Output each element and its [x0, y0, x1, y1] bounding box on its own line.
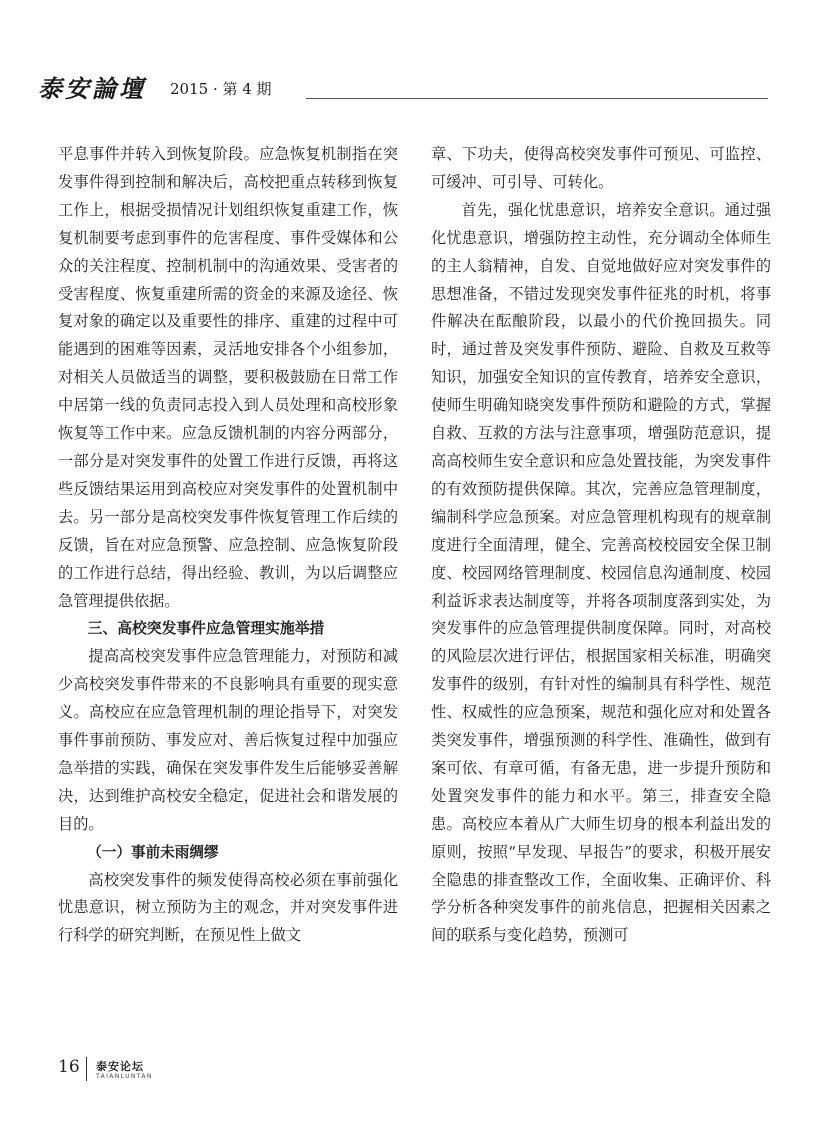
page-number: 16	[58, 1057, 80, 1077]
page-header	[38, 76, 768, 102]
issue-info: 2015 · 第 4 期	[170, 80, 272, 98]
page-footer	[58, 1055, 358, 1085]
paragraph: 章、下功夫，使得高校突发事件可预见、可监控、可缓冲、可引导、可转化。	[431, 145, 771, 191]
paragraph: 提高高校突发事件应急管理能力，对预防和减少高校突发事件带来的不良影响具有重要的现实意义。高校应在应急管理机制的理论指导下，对突发事件事前预防、事发应对、善后恢复过程中加强应急举措的实践，确保在突发事件发生后能够妥善解决，达到维护高校安全稳定，促进社会和谐发展的目的。	[58, 647, 398, 833]
paragraph: 高校突发事件的频发使得高校必须在事前强化忧患意识，树立预防为主的观念，并对突发事件进行科学的研究判断，在预见性上做文	[58, 870, 398, 945]
right-column	[431, 141, 771, 950]
footer-brand-en: TAIANLUNTAN	[96, 1073, 153, 1080]
footer-brand: 泰安论坛	[96, 1060, 144, 1073]
subsection-heading: （一）事前未雨绸缪	[87, 843, 219, 861]
footer-divider	[86, 1057, 87, 1081]
header-rule	[306, 98, 768, 99]
left-column	[58, 141, 398, 950]
journal-logo: 泰安論壇	[38, 74, 146, 103]
paragraph: 平息事件并转入到恢复阶段。应急恢复机制指在突发事件得到控制和解决后，高校把重点转移到恢复工作上，根据受损情况计划组织恢复重建工作，恢复机制要考虑到事件的危害程度、事件受媒体和公众的关注程度、控制机制中的沟通效果、受害者的受害程度、恢复重建所需的资金的来源及途径、恢复对象的确定以及重要性的排序、重建的过程中可能遇到的困难等因素，灵活地安排各个小组参加，对相关人员做适当的调整，要积极鼓励在日常工作中居第一线的负责同志投入到人员处理和高校形象恢复等工作中来。应急反馈机制的内容分两部分，一部分是对突发事件的处置工作进行反馈，再将这些反馈结果运用到高校应对突发事件的处置机制中去。另一部分是高校突发事件恢复管理工作后续的反馈，旨在对应急预警、应急控制、应急恢复阶段的工作进行总结，得出经验、教训，为以后调整应急管理提供依据。	[58, 145, 398, 610]
section-heading: 三、高校突发事件应急管理实施举措	[87, 620, 325, 638]
paragraph: 首先，强化忧患意识，培养安全意识。通过强化忧患意识，增强防控主动性，充分调动全体师生的主人翁精神，自发、自觉地做好应对突发事件的思想准备，不错过发现突发事件征兆的时机，将事件解决在酝酿阶段，以最小的代价挽回损失。同时，通过普及突发事件预防、避险、自救及互救等知识，加强安全知识的宣传教育，培养安全意识，使师生明确知晓突发事件预防和避险的方式，掌握自救、互救的方法与注意事项，增强防范意识，提高高校师生安全意识和应急处置技能，为突发事件的有效预防提供保障。其次，完善应急管理制度，编制科学应急预案。对应急管理机构现有的规章制度进行全面清理，健全、完善高校校园安全保卫制度、校园网络管理制度、校园信息沟通制度、校园利益诉求表达制度等，并将各项制度落到实处，为突发事件的应急管理提供制度保障。同时，对高校的风险层次进行评估，根据国家相关标准，明确突发事件的级别，有针对性的编制具有科学性、规范性、权威性的应急预案，规范和强化应对和处置各类突发事件，增强预测的科学性、准确性，做到有案可依、有章可循，有备无患，进一步提升预防和处置突发事件的能力和水平。第三，排查安全隐患。高校应本着从广大师生切身的根本利益出发的原则，按照“早发现、早报告”的要求，积极开展安全隐患的排查整改工作，全面收集、正确评价、科学分析各种突发事件的前兆信息，把握相关因素之间的联系与变化趋势，预测可	[431, 200, 771, 945]
